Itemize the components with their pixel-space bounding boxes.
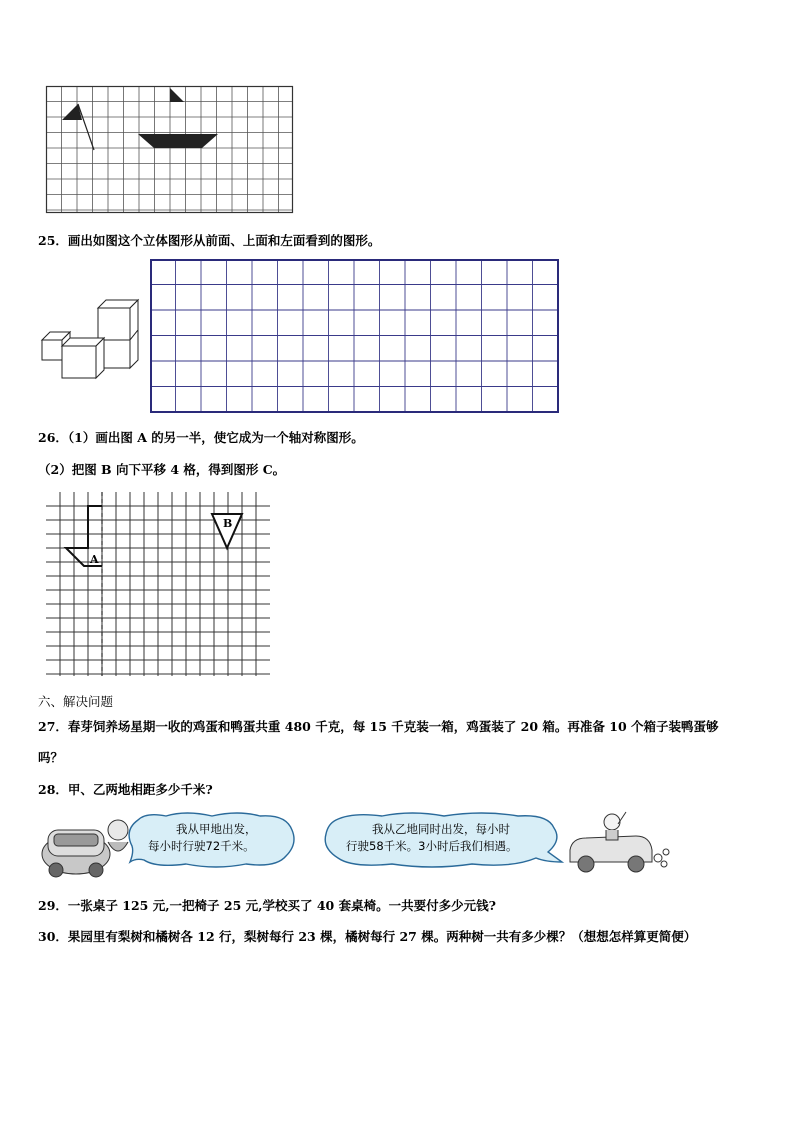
top-grid-figure (46, 86, 294, 214)
q29-text: 29．一张桌子 125 元,一把椅子 25 元,学校买了 40 套桌椅。一共要付多少元钱? (38, 898, 496, 913)
shape-flag-right (170, 88, 184, 102)
q30-text: 30．果园里有梨树和橘树各 12 行，梨树每行 23 棵，橘树每行 27 棵。两种树一共有多少棵？（想想怎样算更简便） (38, 929, 697, 944)
top-grid-border (47, 87, 293, 213)
q28-text: 28．甲、乙两地相距多少千米? (38, 782, 213, 797)
shape-trapezoid (138, 134, 218, 148)
q25-answer-grid (150, 259, 560, 414)
q27-line2: 吗？ (38, 750, 64, 765)
q26-grid-figure (46, 492, 270, 676)
q25-text: 25．画出如图这个立体图形从前面、上面和左面看到的图形。 (38, 233, 381, 248)
top-grid-lines (46, 86, 293, 213)
label-b: B (223, 517, 233, 530)
bubble-left-line1: 我从甲地出发， (176, 822, 257, 836)
q27-line1: 27．春芽饲养场星期一收的鸡蛋和鸭蛋共重 480 千克，每 15 千克装一箱，鸡蛋装了 20 箱。再准备 10 个箱子装鸭蛋够 (38, 719, 719, 734)
bubble-right-line2: 行驶58千米。3小时后我们相遇。 (346, 839, 518, 853)
section6-title: 六、解决问题 (38, 694, 114, 709)
car-left-illustration (38, 812, 133, 882)
car-right-illustration (566, 806, 676, 878)
label-a: A (90, 553, 99, 566)
q26-line2: （2）把图 B 向下平移 4 格，得到图形 C。 (38, 462, 286, 477)
bubble-left-line2: 每小时行驶72千米。 (148, 839, 255, 853)
shape-line-left (78, 104, 94, 150)
q25-cube-figure (40, 300, 140, 380)
bubble-right-line1: 我从乙地同时出发，每小时 (372, 822, 510, 836)
q26-line1: 26．（1）画出图 A 的另一半，使它成为一个轴对称图形。 (38, 430, 364, 445)
